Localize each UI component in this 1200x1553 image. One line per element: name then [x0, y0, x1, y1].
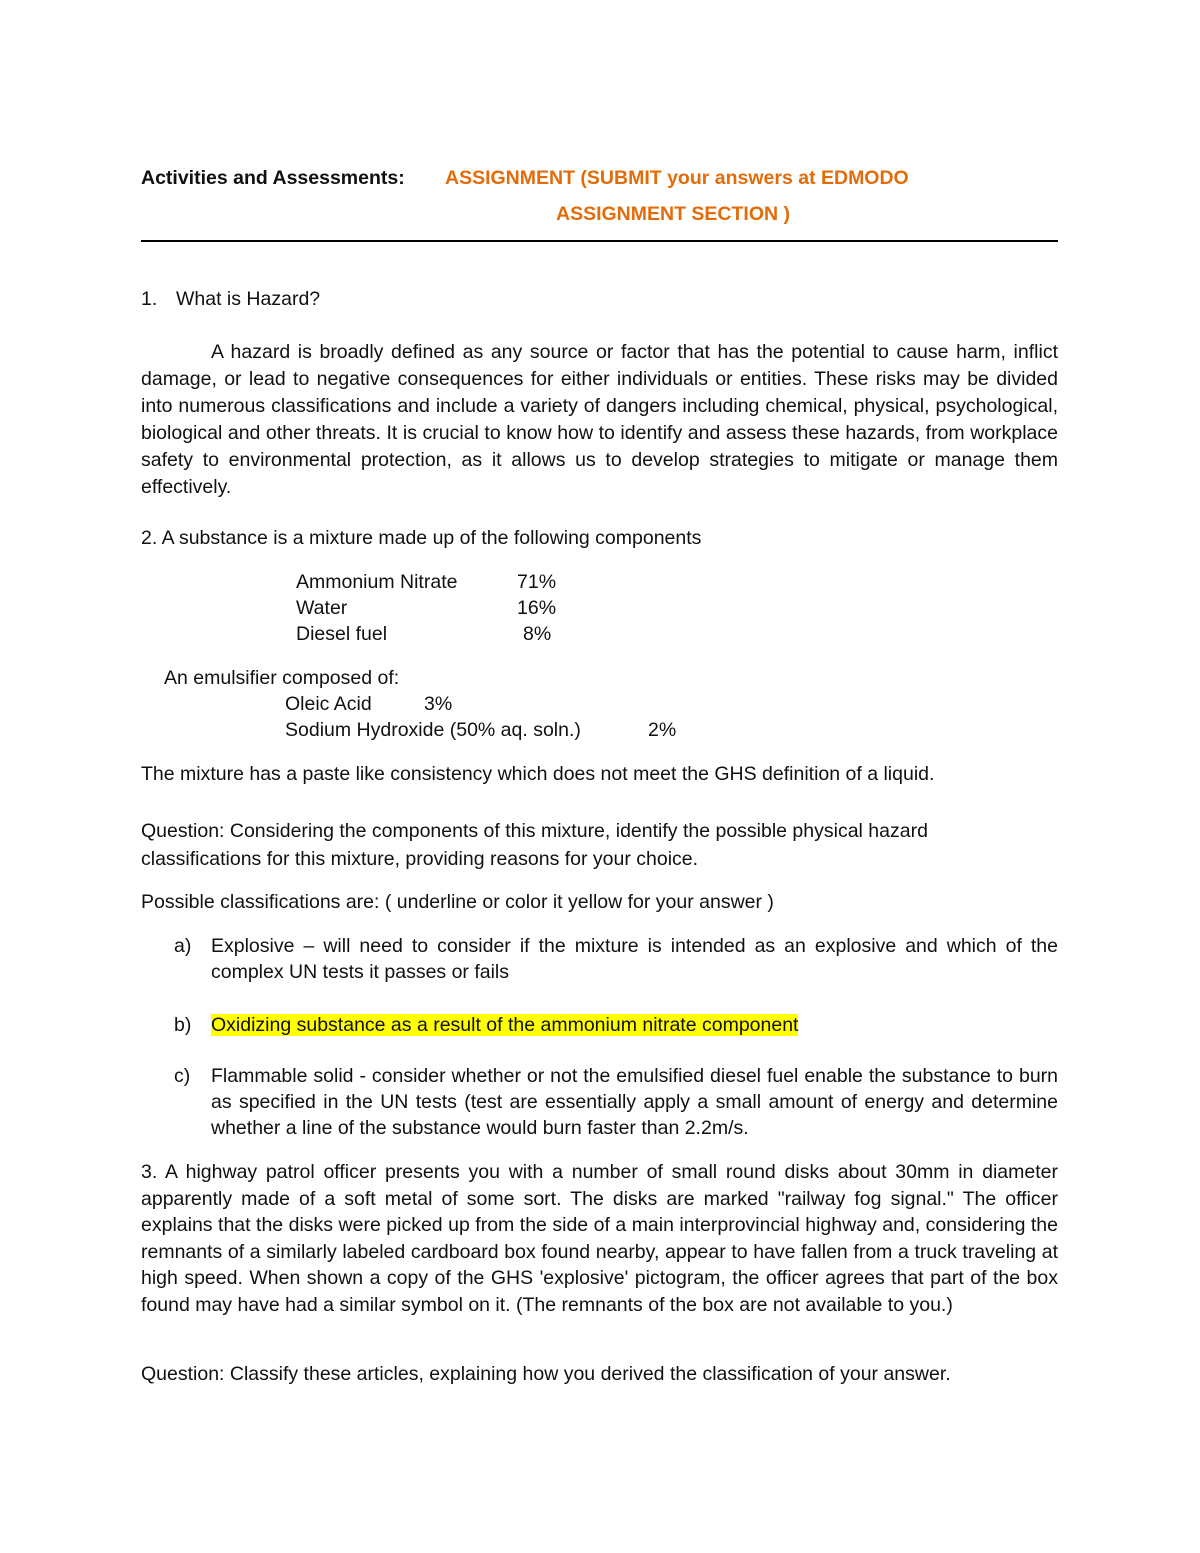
q3-text: 3. A highway patrol officer presents you with a number of small round disks about 30mm in diameter apparently made of a soft metal of some sort. The disks are marked "railway fog signal." The officer explains that the disks were picked up from the side of a main interprovincial highway and, considering the remnants of a similarly labeled cardboard box found nearby, appear to have fallen from a truck traveling at high speed. When shown a copy of the GHS 'explosive' pictogram, the officer agrees that part of the box found may have had a similar symbol on it. (The remnants of the box are not available to you.) — [141, 1161, 1058, 1316]
component-pct: 71% — [517, 571, 557, 593]
option-c-marker: c) — [174, 1065, 191, 1087]
emulsifier-pct: 2% — [648, 719, 677, 741]
emulsifier-name: Sodium Hydroxide (50% aq. soln.) — [285, 719, 581, 741]
q2-possible: Possible classifications are: ( underline or color it yellow for your answer ) — [141, 891, 774, 913]
component-name: Diesel fuel — [296, 623, 388, 645]
component-pct: 8% — [523, 623, 552, 645]
q1-number: 1. — [141, 288, 158, 310]
q1-question: What is Hazard? — [176, 288, 321, 310]
assignment-title-line1: ASSIGNMENT (SUBMIT your answers at EDMODO — [445, 167, 909, 189]
option-b-text-highlighted: Oxidizing substance as a result of the ammonium nitrate component — [211, 1014, 799, 1036]
option-c-text: Flammable solid - consider whether or not the emulsified diesel fuel enable the substance to burn as specified in the UN tests (test are essentially apply a small amount of energy and determine whether a line of the substance would burn faster than 2.2m/s. — [211, 1065, 1058, 1139]
option-a-marker: a) — [174, 935, 192, 957]
component-pct: 16% — [517, 597, 557, 619]
emulsifier-label: An emulsifier composed of: — [164, 667, 400, 689]
q1-answer: A hazard is broadly defined as any source or factor that has the potential to cause harm, inflict damage, or lead to negative consequences for either individuals or entities. These risks may be divided into numerous classifications and include a variety of dangers including chemical, physical, psychological, biological and other threats. It is crucial to know how to identify and assess these hazards, from workplace safety to environmental protection, as it allows us to develop strategies to mitigate or manage them effectively. — [141, 341, 1058, 498]
component-name: Water — [296, 597, 348, 619]
option-b-wrapper — [211, 1012, 798, 1038]
emulsifier-name: Oleic Acid — [285, 693, 372, 715]
component-name: Ammonium Nitrate — [296, 571, 458, 593]
assignment-title-line2: ASSIGNMENT SECTION ) — [556, 203, 791, 225]
q2-consistency: The mixture has a paste like consistency which does not meet the GHS definition of a liquid. — [141, 763, 935, 785]
q2-intro: 2. A substance is a mixture made up of the following components — [141, 527, 702, 549]
header-divider — [141, 240, 1058, 242]
header-label: Activities and Assessments: — [141, 167, 405, 189]
option-a-text: Explosive – will need to consider if the mixture is intended as an explosive and which of the complex UN tests it passes or fails — [211, 935, 1058, 983]
emulsifier-pct: 3% — [424, 693, 453, 715]
q3-question: Question: Classify these articles, explaining how you derived the classification of your answer. — [141, 1363, 951, 1385]
q2-question: Question: Considering the components of this mixture, identify the possible physical hazard classifications for this mixture, providing reasons for your choice. — [141, 820, 928, 870]
option-b-marker: b) — [174, 1014, 192, 1036]
